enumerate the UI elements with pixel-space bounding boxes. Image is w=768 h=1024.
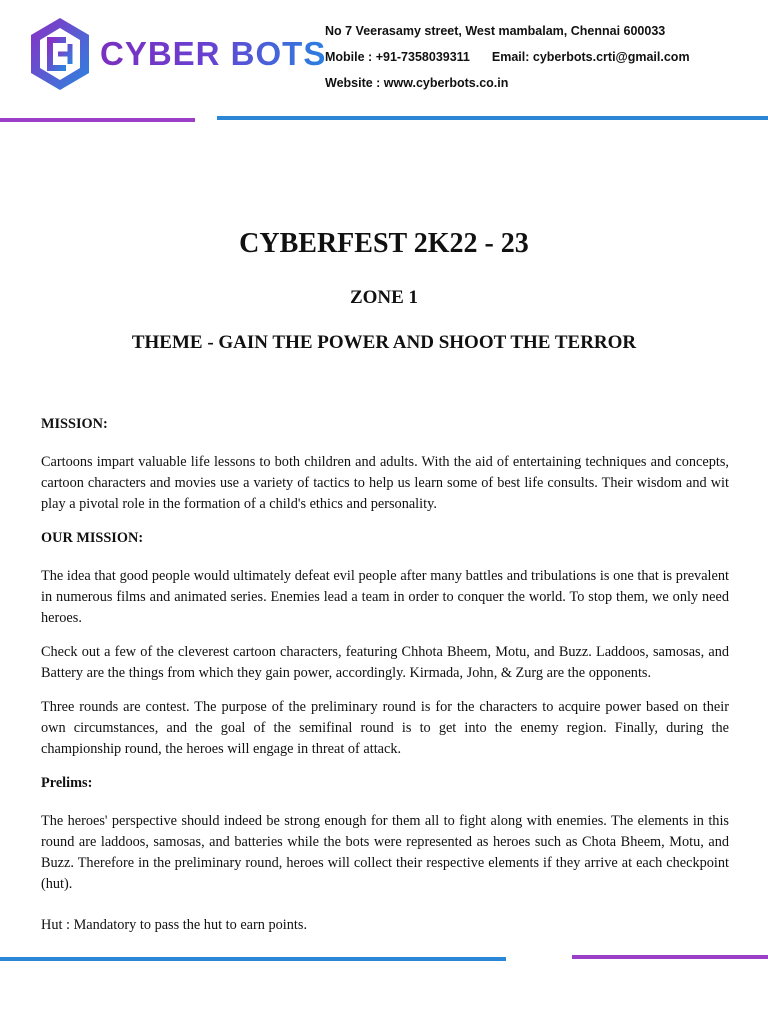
cyber-bots-logo-icon — [28, 16, 92, 92]
company-logo — [28, 16, 326, 92]
our-mission-paragraph-3: Three rounds are contest. The purpose of the preliminary round is for the characters to acquire power based on their own circumstances, and the goal of the semifinal round is to get into the enemy region. Finally, during the championship round, the heroes will engage in threat of attack. — [41, 699, 729, 757]
address-line: No 7 Veerasamy street, West mambalam, Chennai 600033 — [325, 24, 666, 38]
mission-paragraph: Cartoons impart valuable life lessons to both children and adults. With the aid of entertaining techniques and concepts, cartoon characters and movies use a variety of tactics to help us learn some of best life consults. Their wisdom and wit play a pivotal role in the formation of a child's ethics and personality. — [41, 454, 729, 512]
our-mission-heading: OUR MISSION: — [41, 530, 144, 546]
prelims-heading: Prelims: — [41, 775, 93, 791]
theme-heading: THEME - GAIN THE POWER AND SHOOT THE TERROR — [131, 332, 637, 353]
website-line: Website : www.cyberbots.co.in — [325, 76, 509, 90]
our-mission-paragraph-2: Check out a few of the cleverest cartoon characters, featuring Chhota Bheem, Motu, and Buzz. Laddoos, samosas, and Battery are the things from which they gain power, accordingly. Kirmada, John, & Zurg are the opponents. — [41, 644, 729, 681]
zone-heading: ZONE 1 — [349, 287, 419, 308]
page-title: CYBERFEST 2K22 - 23 — [239, 228, 529, 259]
header-rule-blue — [217, 116, 768, 120]
footer-rule-blue — [0, 957, 506, 961]
mission-heading: MISSION: — [41, 416, 108, 432]
logo-text: CYBER BOTS — [100, 35, 327, 72]
mobile-text: Mobile : +91-7358039311 — [325, 50, 470, 64]
phone-email-line — [325, 48, 690, 74]
header-rule-purple — [0, 118, 195, 122]
prelims-paragraph: The heroes' perspective should indeed be strong enough for them all to fight along with enemies. The elements in this round are laddoos, samosas, and batteries while the bots were represented as heroes such as Chota Bheem, Motu, and Buzz. Therefore in the preliminary round, heroes will collect their respective elements if they arrive at each checkpoint (hut). — [41, 813, 729, 892]
footer-rule-purple — [572, 955, 768, 959]
body-content — [41, 414, 729, 949]
hut-paragraph: Hut : Mandatory to pass the hut to earn points. — [41, 917, 308, 933]
contact-block — [325, 22, 690, 100]
our-mission-paragraph-1: The idea that good people would ultimately defeat evil people after many battles and tribulations is one that is prevalent in numerous films and animated series. Enemies lead a team in order to conquer the world. To stop them, we only need heroes. — [41, 568, 729, 626]
email-text: Email: cyberbots.crti@gmail.com — [491, 50, 690, 64]
